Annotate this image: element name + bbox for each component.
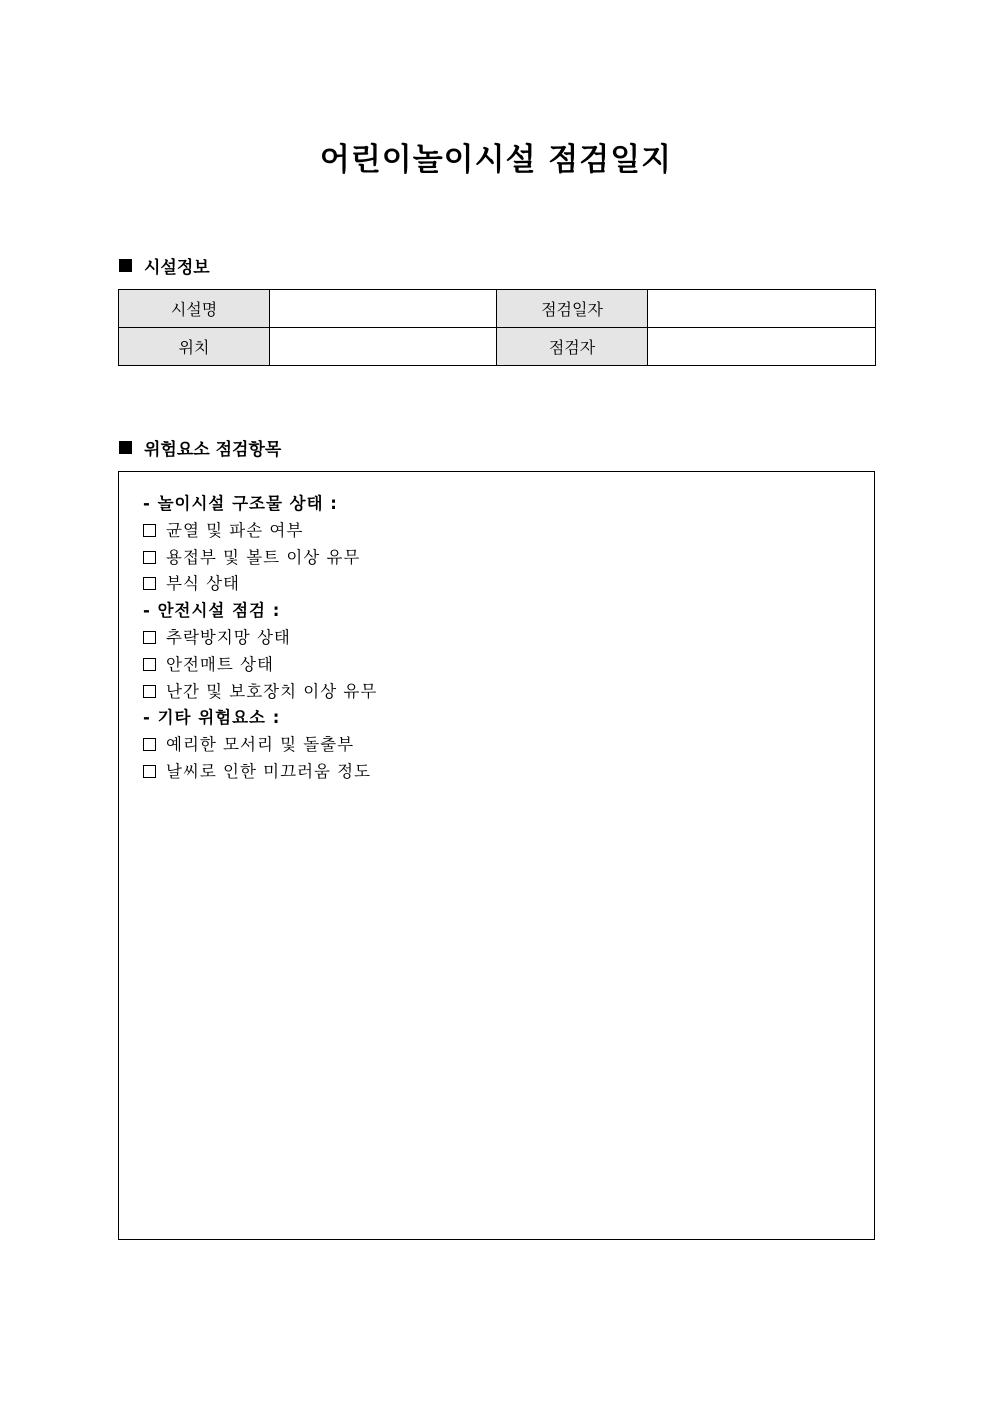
location-field[interactable]: [270, 328, 497, 366]
checklist-group-title: - 기타 위험요소 :: [143, 708, 281, 728]
table-row: [119, 290, 876, 328]
facility-info-heading: [119, 253, 210, 278]
checklist-item-label: 예리한 모서리 및 돌출부: [166, 735, 355, 755]
list-item: [143, 652, 377, 679]
facility-info-table: [118, 289, 876, 366]
table-row: [119, 328, 876, 366]
checklist-group-title: - 안전시설 점검 :: [143, 601, 281, 621]
list-item: [143, 679, 377, 706]
list-item: [143, 518, 377, 545]
checkbox[interactable]: [143, 765, 156, 778]
checkbox[interactable]: [143, 551, 156, 564]
list-item: [143, 759, 377, 786]
hazard-checklist: [143, 491, 377, 786]
inspection-date-label: 점검일자: [497, 290, 648, 328]
hazard-check-heading-text: 위험요소 점검항목: [144, 440, 282, 460]
facility-info-heading-text: 시설정보: [144, 258, 210, 278]
checkbox[interactable]: [143, 577, 156, 590]
checkbox[interactable]: [143, 631, 156, 644]
checkbox[interactable]: [143, 658, 156, 671]
checklist-item-label: 균열 및 파손 여부: [166, 520, 304, 540]
square-bullet-icon: [119, 259, 132, 272]
checklist-item-label: 부식 상태: [166, 574, 241, 594]
checklist-item-label: 날씨로 인한 미끄러움 정도: [166, 761, 372, 781]
checklist-item-label: 난간 및 보호장치 이상 유무: [166, 681, 378, 701]
checkbox[interactable]: [143, 524, 156, 537]
checklist-item-label: 용접부 및 볼트 이상 유무: [166, 547, 361, 567]
list-item: [143, 571, 377, 598]
hazard-check-heading: [119, 435, 281, 460]
facility-name-label: 시설명: [119, 290, 270, 328]
inspector-label: 점검자: [497, 328, 648, 366]
checklist-item-label: 안전매트 상태: [166, 654, 274, 674]
inspector-field[interactable]: [648, 328, 876, 366]
list-item: [143, 545, 377, 572]
hazard-checklist-box: [118, 471, 875, 1240]
list-item: [143, 732, 377, 759]
checkbox[interactable]: [143, 738, 156, 751]
facility-name-field[interactable]: [270, 290, 497, 328]
checklist-group-title: - 놀이시설 구조물 상태 :: [143, 494, 338, 513]
inspection-date-field[interactable]: [648, 290, 876, 328]
document-title: 어린이놀이시설 점검일지: [319, 142, 673, 178]
location-label: 위치: [119, 328, 270, 366]
checkbox[interactable]: [143, 685, 156, 698]
checklist-item-label: 추락방지망 상태: [166, 627, 291, 647]
list-item: [143, 625, 377, 652]
square-bullet-icon: [119, 441, 132, 454]
